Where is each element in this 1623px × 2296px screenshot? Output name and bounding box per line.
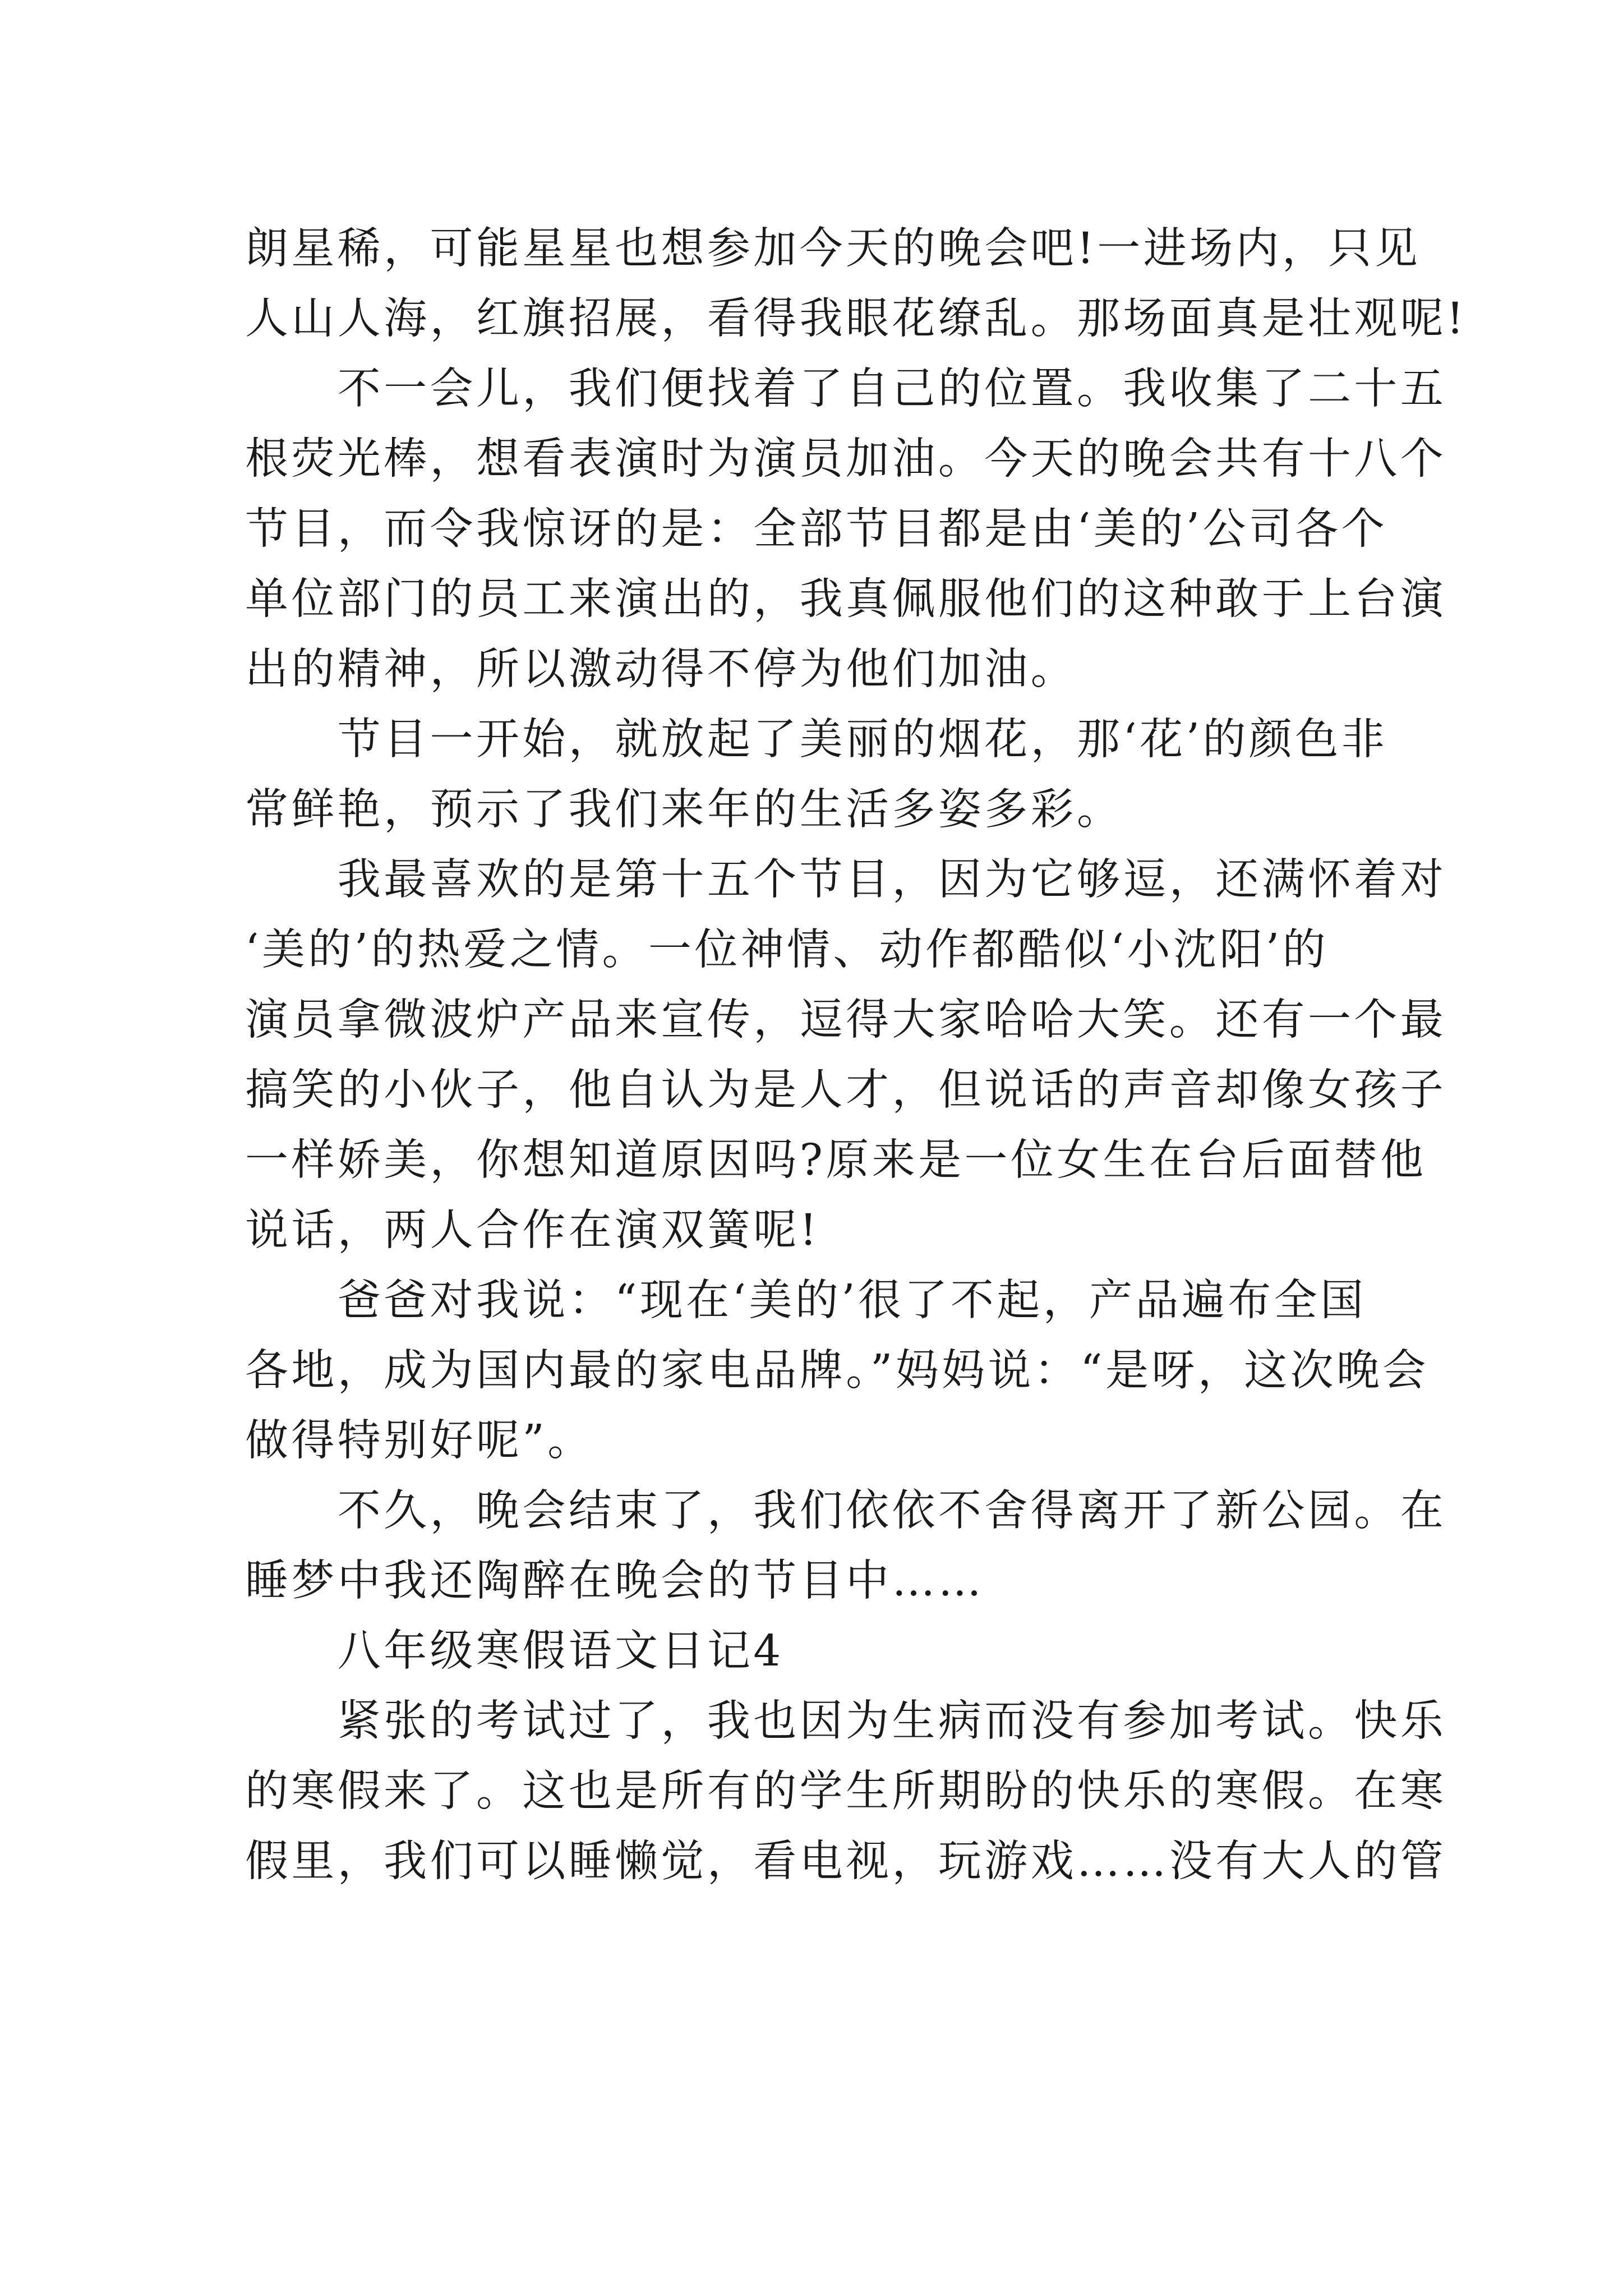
text-line: 说话，两人合作在演双簧呢!	[245, 1205, 820, 1255]
text-line: 单位部门的员工来演出的，我真佩服他们的这种敢于上台演	[245, 574, 1447, 624]
text-line: ‘美的’的热爱之情。一位神情、动作都酷似‘小沈阳’的	[245, 925, 1329, 975]
text-line: 节目，而令我惊讶的是：全部节目都是由‘美的’公司各个	[245, 504, 1388, 554]
text-line: 演员拿微波炉产品来宣传，逗得大家哈哈大笑。还有一个最	[245, 995, 1447, 1045]
text-line: 我最喜欢的是第十五个节目，因为它够逗，还满怀着对	[245, 855, 1447, 905]
text-line: 做得特别好呢”。	[245, 1416, 594, 1466]
text-line: 各地，成为国内最的家电品牌。”妈妈说：“是呀，这次晚会	[245, 1346, 1429, 1396]
text-line: 不一会儿，我们便找着了自己的位置。我收集了二十五	[245, 364, 1447, 414]
text-line: 睡梦中我还陶醉在晚会的节目中……	[245, 1556, 985, 1606]
text-line: 爸爸对我说：“现在‘美的’很了不起，产品遍布全国	[245, 1276, 1367, 1326]
text-line: 人山人海，红旗招展，看得我眼花缭乱。那场面真是壮观呢!	[245, 294, 1467, 344]
section-heading: 八年级寒假语文日记4	[245, 1626, 784, 1676]
text-line: 一样娇美，你想知道原因吗?原来是一位女生在台后面替他	[245, 1135, 1427, 1185]
text-line: 根荧光棒，想看表演时为演员加油。今天的晚会共有十八个	[245, 434, 1447, 484]
text-line: 的寒假来了。这也是所有的学生所期盼的快乐的寒假。在寒	[245, 1766, 1447, 1816]
text-line: 不久，晚会结束了，我们依依不舍得离开了新公园。在	[245, 1486, 1447, 1536]
text-line: 紧张的考试过了，我也因为生病而没有参加考试。快乐	[245, 1696, 1447, 1746]
text-line: 假里，我们可以睡懒觉，看电视，玩游戏……没有大人的管	[245, 1837, 1447, 1887]
text-line: 节目一开始，就放起了美丽的烟花，那‘花’的颜色非	[245, 715, 1388, 765]
text-line: 出的精神，所以激动得不停为他们加油。	[245, 645, 1077, 694]
text-line: 朗星稀，可能星星也想参加今天的晚会吧!一进场内，只见	[245, 224, 1421, 274]
text-line: 搞笑的小伙子，他自认为是人才，但说话的声音却像女孩子	[245, 1065, 1447, 1115]
text-line: 常鲜艳，预示了我们来年的生活多姿多彩。	[245, 785, 1123, 835]
